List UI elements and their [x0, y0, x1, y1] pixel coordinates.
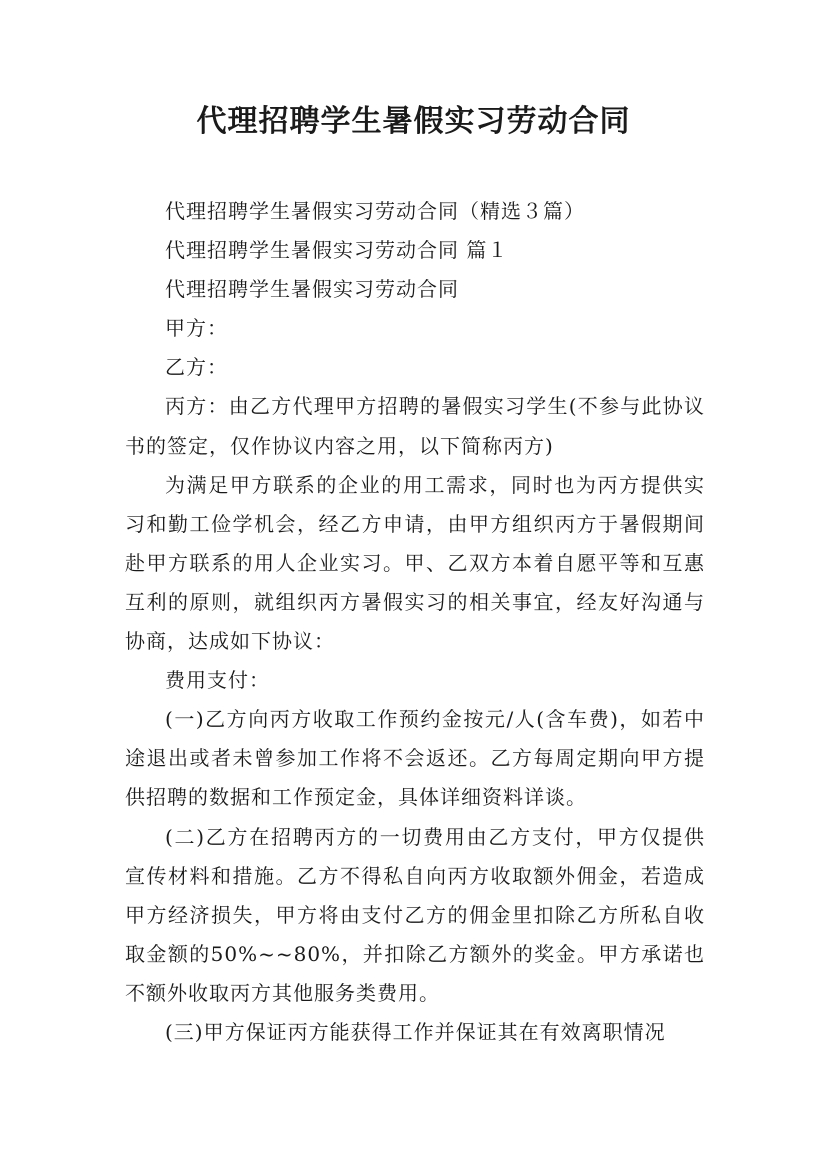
paragraph-clause-1: (一)乙方向丙方收取工作预约金按元/人(含车费)，如若中途退出或者未曾参加工作将不会返还。乙方每周定期向甲方提供招聘的数据和工作预定金，具体详细资料详谈。: [125, 707, 705, 810]
paragraph-party-c: 丙方：由乙方代理甲方招聘的暑假实习学生(不参与此协议书的签定，仅作协议内容之用，以下简称丙方): [125, 394, 705, 458]
paragraph-clause-2: (二)乙方在招聘丙方的一切费用由乙方支付，甲方仅提供宣传材料和措施。乙方不得私自向丙方收取额外佣金，若造成甲方经济损失，甲方将由支付乙方的佣金里扣除乙方所私自收取金额的50%~~80%，并扣除乙方额外的奖金。甲方承诺也不额外收取丙方其他服务类费用。: [125, 824, 705, 1005]
paragraph-party-b: 乙方：: [165, 355, 228, 380]
paragraph-clause-3: (三)甲方保证丙方能获得工作并保证其在有效离职情况: [165, 1019, 666, 1044]
paragraph-section-heading: 代理招聘学生暑假实习劳动合同 篇１: [165, 238, 509, 263]
paragraph-fee-heading: 费用支付：: [165, 668, 270, 693]
document-title: 代理招聘学生暑假实习劳动合同: [196, 104, 631, 139]
paragraph-party-a: 甲方：: [165, 316, 228, 341]
paragraph-contract-name: 代理招聘学生暑假实习劳动合同: [165, 277, 459, 302]
paragraph-purpose: 为满足甲方联系的企业的用工需求，同时也为丙方提供实习和勤工俭学机会，经乙方申请，由甲方组织丙方于暑假期间赴甲方联系的用人企业实习。甲、乙双方本着自愿平等和互惠互利的原则，就组织丙方暑假实习的相关事宜，经友好沟通与协商，达成如下协议：: [125, 472, 705, 654]
document-body: [125, 192, 705, 1052]
paragraph-subtitle: 代理招聘学生暑假实习劳动合同（精选３篇）: [165, 199, 585, 223]
